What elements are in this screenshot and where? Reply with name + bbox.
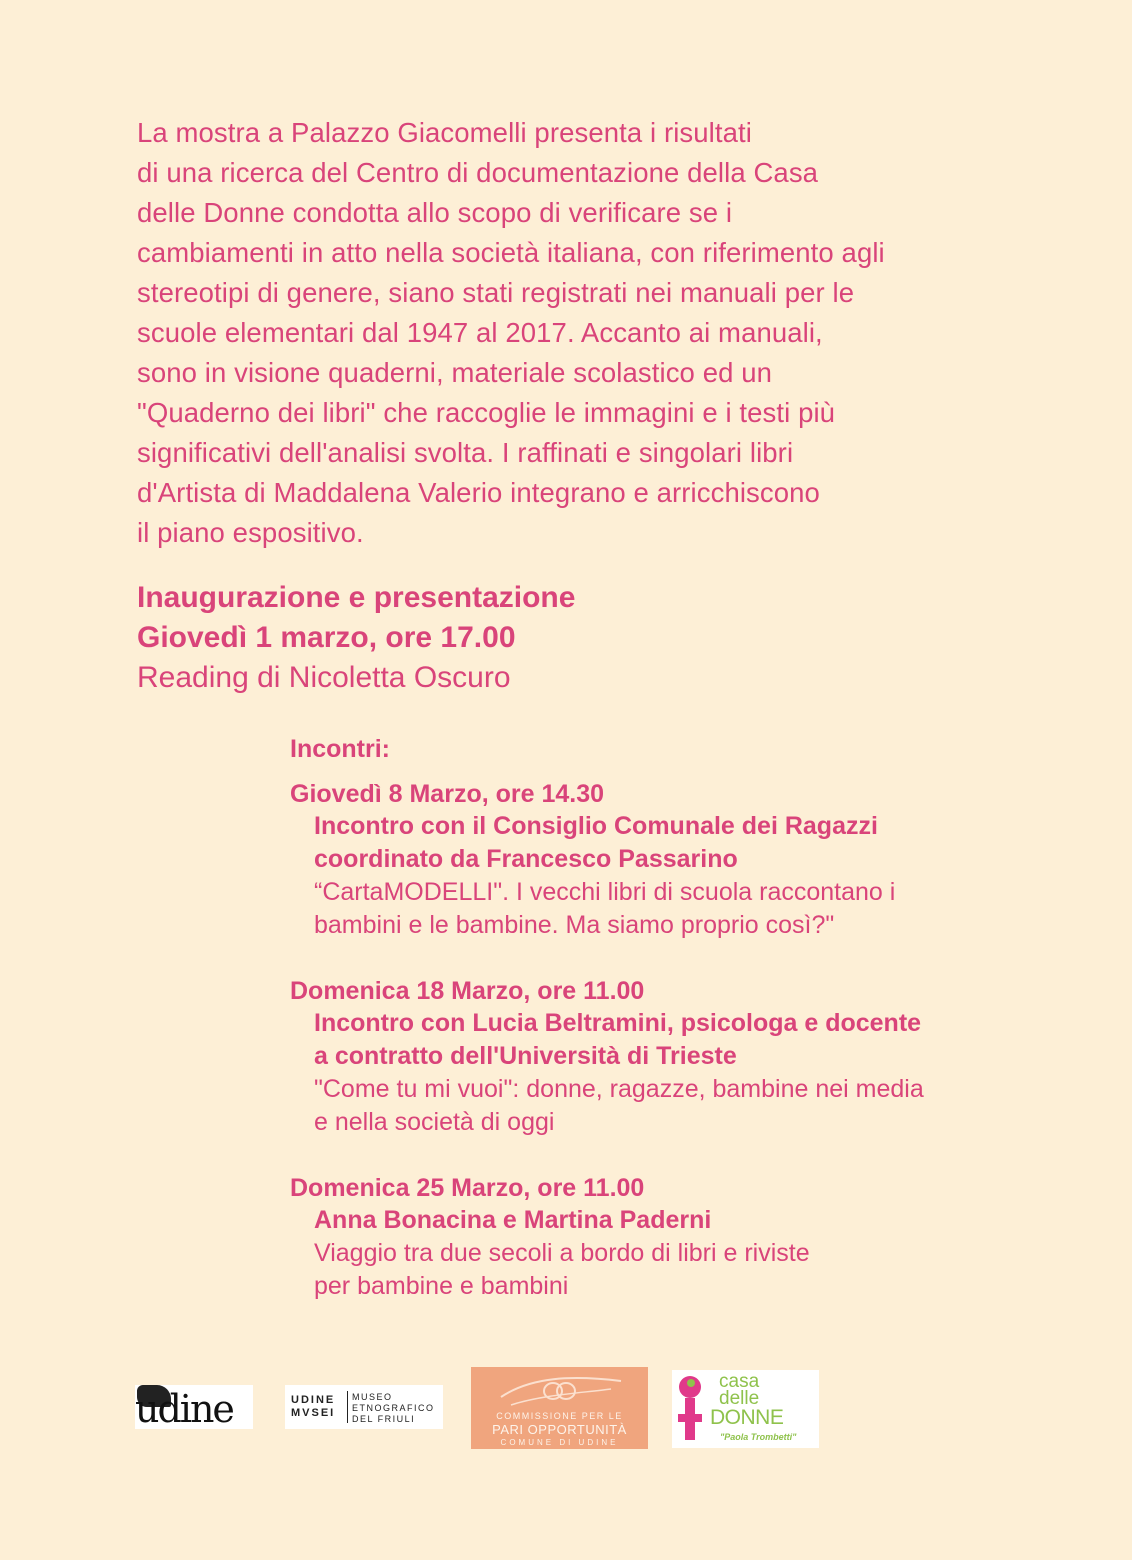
meetings-title: Incontri: (290, 735, 390, 763)
event-speaker-line: coordinato da Francesco Passarino (314, 845, 738, 873)
inauguration-datetime: Giovedì 1 marzo, ore 17.00 (137, 621, 516, 654)
intro-line: cambiamenti in atto nella società italiana, con riferimento agli (137, 237, 885, 268)
cpo-line1: COMMISSIONE PER LE (496, 1411, 623, 1421)
musei-logo-right (352, 1392, 435, 1425)
musei-logo-left (291, 1394, 335, 1420)
event-speaker (314, 1204, 924, 1237)
intro-line: di una ricerca del Centro di documentazione della Casa (137, 157, 819, 188)
event-description-line: Viaggio tra due secoli a bordo di libri e riviste (314, 1239, 810, 1267)
musei-logo-line: ETNOGRAFICO (352, 1403, 435, 1413)
cpo-line2: PARI OPPORTUNITÀ (492, 1422, 627, 1437)
intro-line: stereotipi di genere, siano stati registrati nei manuali per le (137, 277, 855, 308)
musei-logo-line: UDINE (291, 1394, 336, 1406)
event-speaker (314, 1007, 924, 1073)
udine-logo (135, 1385, 253, 1429)
casa-delle-donne-logo (672, 1370, 819, 1448)
event-speaker (314, 810, 924, 876)
intro-line: delle Donne condotta allo scopo di verificare se i (137, 197, 733, 228)
intro-line: La mostra a Palazzo Giacomelli presenta i risultati (137, 117, 752, 148)
event-item (290, 778, 924, 942)
event-date: Domenica 25 Marzo, ore 11.00 (290, 1174, 645, 1202)
udine-logo-text: udine (135, 1387, 233, 1431)
casa-line4: "Paola Trombetti" (720, 1432, 797, 1442)
cpo-line3: COMUNE DI UDINE (500, 1438, 619, 1447)
musei-logo-line: DEL FRIULI (352, 1414, 416, 1424)
event-speaker-line: Incontro con Lucia Beltramini, psicologa e docente (314, 1009, 922, 1037)
intro-line: sono in visione quaderni, materiale scolastico ed un (137, 357, 773, 388)
musei-logo-line: MVSEI (291, 1407, 336, 1419)
casa-line1: casa (719, 1371, 760, 1392)
musei-logo-divider (347, 1391, 348, 1423)
event-description-line: "Come tu mi vuoi": donne, ragazze, bambine nei media (314, 1075, 924, 1103)
event-speaker-line: Incontro con il Consiglio Comunale dei Ragazzi (314, 812, 878, 840)
intro-line: scuole elementari dal 1947 al 2017. Accanto ai manuali, (137, 317, 823, 348)
event-description-line: “CartaMODELLI". I vecchi libri di scuola raccontano i (314, 878, 896, 906)
event-description-line: e nella società di oggi (314, 1108, 555, 1136)
intro-paragraph (137, 113, 885, 553)
event-speaker-line: a contratto dell'Università di Trieste (314, 1042, 737, 1070)
pari-opportunita-logo (471, 1367, 648, 1449)
event-speaker-line: Anna Bonacina e Martina Paderni (314, 1206, 712, 1234)
casa-line3: DONNE (710, 1406, 784, 1429)
event-date: Giovedì 8 Marzo, ore 14.30 (290, 780, 605, 808)
intro-line: significativi dell'analisi svolta. I raffinati e singolari libri (137, 437, 794, 468)
intro-line: d'Artista di Maddalena Valerio integrano e arricchiscono (137, 477, 820, 508)
event-description (314, 876, 924, 942)
event-description (314, 1073, 924, 1139)
intro-line: "Quaderno dei libri" che raccoglie le immagini e i testi più (137, 397, 836, 428)
casa-line2: delle (719, 1388, 760, 1409)
event-item (290, 975, 924, 1139)
event-description (314, 1237, 924, 1303)
meetings-section (290, 732, 924, 1336)
event-description-line: bambini e le bambine. Ma siamo proprio così?" (314, 911, 835, 939)
udine-musei-logo (285, 1385, 443, 1429)
event-description-line: per bambine e bambini (314, 1272, 569, 1300)
intro-line: il piano espositivo. (137, 517, 364, 548)
inauguration-heading: Inaugurazione e presentazione (137, 581, 576, 614)
inauguration-block (137, 578, 575, 698)
musei-logo-line: MUSEO (352, 1392, 393, 1402)
event-item (290, 1172, 924, 1303)
event-date: Domenica 18 Marzo, ore 11.00 (290, 977, 645, 1005)
inauguration-reading: Reading di Nicoletta Oscuro (137, 661, 511, 694)
